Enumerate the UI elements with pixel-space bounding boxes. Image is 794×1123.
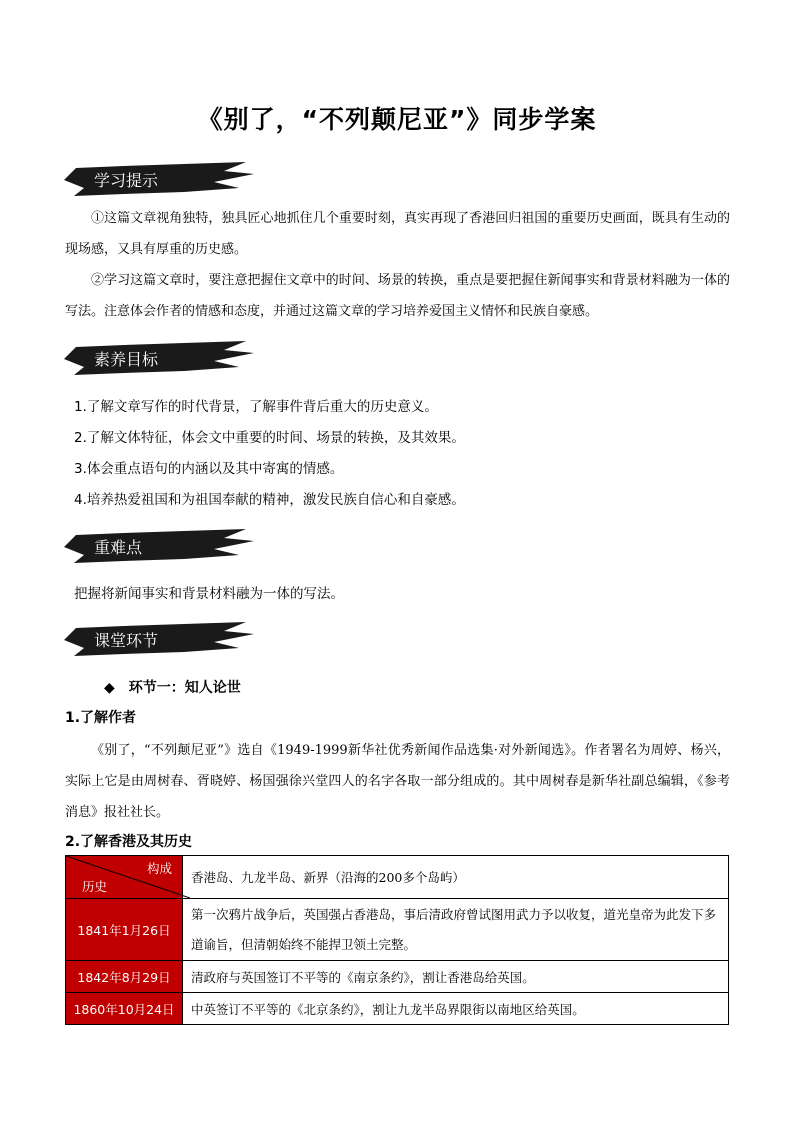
page-title: 《别了，“不列颠尼亚”》同步学案 (197, 105, 597, 134)
brush-stroke-icon (64, 341, 254, 375)
table-cell: 香港岛、九龙半岛、新界（沿海的200多个岛屿） (183, 856, 729, 899)
link-heading: ◆ 环节一：知人论世 (104, 680, 241, 696)
table-cell: 中英签订不平等的《北京条约》，割让九龙半岛界限街以南地区给英国。 (183, 993, 729, 1025)
brush-stroke-icon (64, 622, 254, 656)
header-top-label: 构成 (146, 861, 172, 876)
section-header-class (64, 622, 254, 656)
section-header-goals (64, 341, 254, 375)
section-title: 学习提示 (94, 171, 159, 190)
section-title: 重难点 (94, 538, 143, 557)
goal-item: 3.体会重点语句的内涵以及其中寄寓的情感。 (74, 461, 344, 477)
table-cell: 第一次鸦片战争后，英国强占香港岛，事后清政府曾试图用武力予以收复，道光皇帝为此发下多道谕旨，但清朝始终不能捍卫领土完整。 (183, 899, 729, 961)
section-title: 课堂环节 (94, 631, 159, 650)
date-cell: 1860年10月24日 (66, 993, 183, 1025)
goal-item: 1.了解文章写作的时代背景，了解事件背后重大的历史意义。 (74, 399, 438, 415)
table-header-cell (66, 856, 183, 899)
goal-item: 2.了解文体特征，体会文中重要的时间、场景的转换，及其效果。 (74, 430, 465, 446)
sub-heading: 1.了解作者 (65, 710, 137, 726)
author-paragraph: 《别了，“不列颠尼亚”》选自《1949-1999新华社优秀新闻作品选集·对外新闻选》。作者署名为周婷、杨兴，实际上它是由周树春、胥晓婷、杨国强徐兴堂四人的名字各取一部分组成的。其中周树春是新华社副总编辑，《参考消息》报社社长。 (65, 743, 730, 820)
table-row (66, 856, 729, 899)
brush-stroke-icon (64, 162, 254, 196)
table-cell: 清政府与英国签订不平等的《南京条约》，割让香港岛给英国。 (183, 961, 729, 993)
table-row (66, 961, 729, 993)
hong-kong-history-table (65, 855, 729, 1025)
sub-heading: 2.了解香港及其历史 (65, 834, 193, 850)
key-point-text: 把握将新闻事实和背景材料融为一体的写法。 (74, 586, 344, 602)
tip-paragraph: ①这篇文章视角独特，独具匠心地抓住几个重要时刻，真实再现了香港回归祖国的重要历史画面，既具有生动的现场感，又具有厚重的历史感。 (65, 211, 730, 257)
section-title: 素养目标 (94, 350, 159, 369)
tip-paragraph: ②学习这篇文章时，要注意把握住文章中的时间、场景的转换，重点是要把握住新闻事实和背景材料融为一体的写法。注意体会作者的情感和态度，并通过这篇文章的学习培养爱国主义情怀和民族自豪感。 (65, 273, 730, 319)
table-row (66, 993, 729, 1025)
date-cell: 1841年1月26日 (66, 899, 183, 961)
goal-item: 4.培养热爱祖国和为祖国奉献的精神，激发民族自信心和自豪感。 (74, 492, 465, 508)
header-bottom-label: 历史 (82, 879, 108, 894)
brush-stroke-icon (64, 529, 254, 563)
date-cell: 1842年8月29日 (66, 961, 183, 993)
section-header-key (64, 529, 254, 563)
table-row (66, 899, 729, 961)
section-header-tips (64, 162, 254, 196)
